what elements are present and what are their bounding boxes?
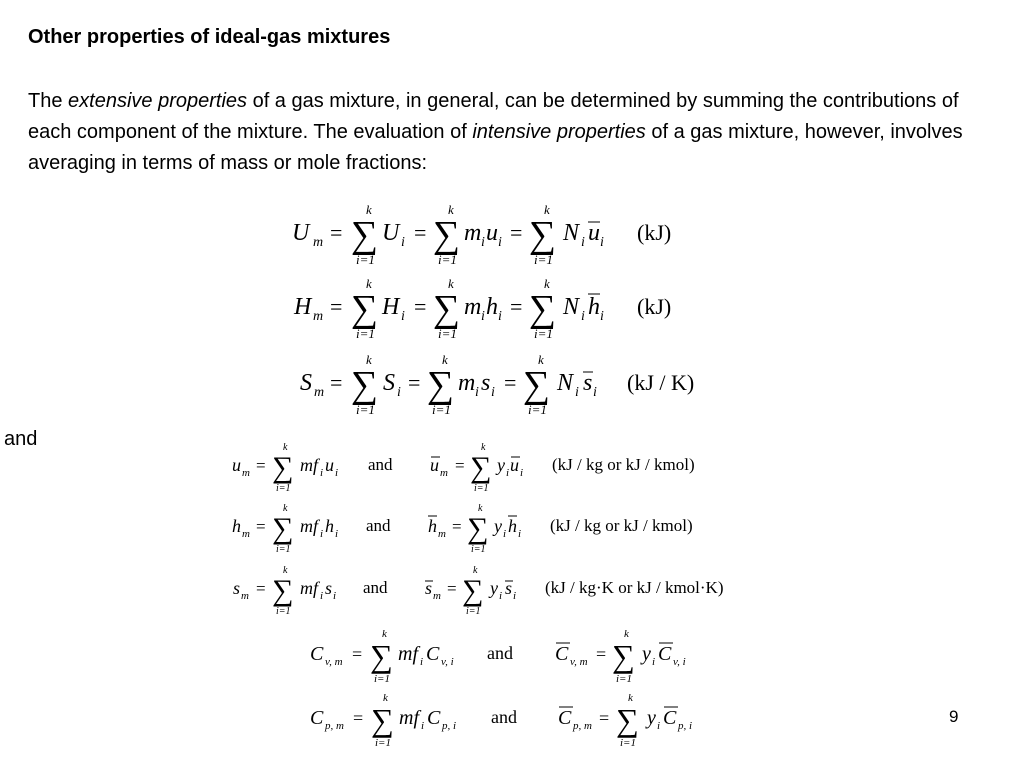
intro-text-3: of a gas mixture, however, involves averaging in terms of mass or mole fractions: (28, 121, 963, 174)
eq-y-sub: i (499, 590, 503, 602)
sum-icon: ∑ (462, 574, 484, 607)
equals-sign: = (414, 294, 427, 319)
equals-sign: = (599, 708, 610, 728)
eq-term-sub: i (475, 385, 479, 400)
eq-var: C (426, 643, 440, 665)
eq-lhs-sub: m (314, 385, 325, 400)
sum-upper: k (538, 352, 544, 367)
sum-lower: i=1 (276, 483, 291, 494)
sum-lower: i=1 (474, 483, 489, 494)
eq-rhs-sub: m (433, 590, 441, 602)
eq-rvar-sub: p, i (678, 720, 693, 732)
eq-var-sub: i (333, 590, 337, 602)
eq-term: u (486, 220, 498, 246)
equals-sign: = (256, 579, 266, 598)
eq-term: U (382, 220, 400, 246)
equals-sign: = (414, 220, 427, 245)
eq-rhs: C (555, 643, 569, 665)
sum-upper: k (366, 352, 372, 367)
eq-var-sub: i (335, 467, 339, 479)
eq-mf-sub: i (320, 528, 324, 540)
equals-sign: = (452, 517, 462, 536)
sum-lower: i=1 (356, 326, 375, 341)
sum-lower: i=1 (356, 402, 375, 417)
equals-sign: = (455, 456, 465, 475)
eq-y-sub: i (503, 528, 507, 540)
eq-term: m (464, 220, 482, 246)
eq-term: h (588, 294, 600, 320)
sum-lower: i=1 (375, 737, 391, 749)
intro-emphasis-intensive: intensive properties (472, 121, 646, 143)
sum-lower: i=1 (276, 544, 291, 555)
eq-term: h (486, 294, 498, 320)
eq-rhs-sub: p, m (573, 720, 592, 732)
and-connector: and (4, 428, 38, 450)
equals-sign: = (353, 708, 364, 728)
eq-lhs: S (300, 370, 312, 396)
eq-rvar-sub: i (513, 590, 517, 602)
eq-y: y (647, 707, 656, 729)
sum-icon: ∑ (467, 512, 489, 545)
eq-term: s (481, 370, 491, 396)
eq-rvar-sub: i (520, 467, 524, 479)
eq-mf: mf (300, 455, 318, 475)
eq-unit: (kJ / kg·K or kJ / kmol·K) (545, 578, 724, 597)
eq-mf: mf (398, 643, 418, 665)
eq-unit: (kJ) (637, 220, 672, 245)
eq-term: N (563, 294, 580, 320)
eq-rhs: C (558, 707, 572, 729)
sum-lower: i=1 (466, 606, 481, 617)
eq-var: h (325, 516, 334, 536)
eq-mf-sub: i (320, 467, 324, 479)
sum-icon: ∑ (612, 638, 635, 674)
eq-term-sub: i (581, 309, 585, 324)
eq-term: H (382, 294, 400, 320)
eq-rhs: s (425, 578, 433, 598)
eq-rvar: C (663, 707, 677, 729)
eq-rvar: C (658, 643, 672, 665)
sum-lower: i=1 (438, 252, 457, 267)
equation-cp (310, 692, 692, 749)
eq-var: C (427, 707, 441, 729)
eq-term: S (383, 370, 395, 396)
equals-sign: = (447, 579, 457, 598)
eq-term-sub: i (498, 309, 502, 324)
eq-rvar-sub: v, i (673, 656, 686, 668)
eq-mf-sub: i (421, 720, 425, 732)
eq-rhs-sub: v, m (570, 656, 588, 668)
eq-rvar: h (508, 516, 517, 536)
and-word: and (368, 455, 393, 474)
eq-var-sub: p, i (442, 720, 457, 732)
sum-upper: k (544, 202, 550, 217)
eq-lhs: U (292, 220, 310, 246)
eq-term-sub: i (593, 385, 597, 400)
and-word: and (363, 578, 388, 597)
eq-lhs: H (294, 294, 312, 320)
sum-icon: ∑ (351, 288, 379, 330)
sum-icon: ∑ (523, 364, 551, 406)
and-word: and (366, 516, 391, 535)
eq-term: s (583, 370, 593, 396)
eq-term-sub: i (401, 309, 405, 324)
eq-term: N (563, 220, 580, 246)
sum-lower: i=1 (616, 673, 632, 685)
eq-unit: (kJ / kg or kJ / kmol) (552, 455, 695, 474)
sum-upper: k (366, 202, 372, 217)
equals-sign: = (408, 370, 421, 395)
eq-term: N (557, 370, 574, 396)
sum-lower: i=1 (432, 402, 451, 417)
eq-term-sub: i (481, 235, 485, 250)
eq-rhs-sub: m (438, 528, 446, 540)
sum-upper: k (382, 628, 387, 640)
equation-cv (310, 628, 686, 685)
and-word: and (487, 643, 513, 663)
eq-y-sub: i (506, 467, 510, 479)
sum-lower: i=1 (528, 402, 547, 417)
eq-term-sub: i (491, 385, 495, 400)
eq-lhs-sub: m (242, 528, 250, 540)
sum-upper: k (283, 565, 288, 576)
eq-term-sub: i (581, 235, 585, 250)
sum-lower: i=1 (356, 252, 375, 267)
eq-mf: mf (300, 516, 318, 536)
sum-lower: i=1 (534, 252, 553, 267)
eq-rhs: h (428, 516, 437, 536)
sum-icon: ∑ (470, 451, 492, 484)
intro-text-2: of a gas mixture, in general, can be determined by summing the contributions of each component of the mixture. The evaluation of (28, 90, 959, 143)
equals-sign: = (510, 220, 523, 245)
sum-icon: ∑ (529, 214, 557, 256)
eq-term-sub: i (498, 235, 502, 250)
sum-icon: ∑ (272, 451, 294, 484)
intro-emphasis-extensive: extensive properties (68, 90, 248, 112)
eq-term-sub: i (575, 385, 579, 400)
sum-icon: ∑ (351, 364, 379, 406)
page-number: 9 (949, 707, 959, 726)
eq-lhs: h (232, 516, 241, 536)
eq-lhs-sub: v, m (325, 656, 343, 668)
equals-sign: = (330, 370, 343, 395)
eq-term-sub: i (397, 385, 401, 400)
sum-upper: k (383, 692, 388, 704)
sum-icon: ∑ (427, 364, 455, 406)
sum-upper: k (283, 503, 288, 514)
eq-y: y (490, 578, 498, 598)
equals-sign: = (256, 456, 266, 475)
sum-upper: k (442, 352, 448, 367)
eq-lhs: C (310, 643, 324, 665)
eq-y-sub: i (657, 720, 661, 732)
sum-lower: i=1 (534, 326, 553, 341)
eq-mf-sub: i (420, 656, 424, 668)
eq-term-sub: i (481, 309, 485, 324)
eq-lhs: u (232, 455, 241, 475)
eq-lhs: s (233, 578, 241, 598)
eq-term: u (588, 220, 600, 246)
sum-upper: k (283, 442, 288, 453)
eq-y-sub: i (652, 656, 656, 668)
slide-title: Other properties of ideal-gas mixtures (28, 26, 391, 48)
sum-upper: k (624, 628, 629, 640)
sum-upper: k (366, 276, 372, 291)
eq-var: s (325, 578, 333, 598)
eq-unit: (kJ / K) (627, 370, 695, 395)
eq-term: m (458, 370, 476, 396)
eq-lhs-sub: p, m (325, 720, 344, 732)
sum-icon: ∑ (370, 638, 393, 674)
sum-icon: ∑ (272, 574, 294, 607)
equals-sign: = (330, 294, 343, 319)
eq-term: m (464, 294, 482, 320)
sum-icon: ∑ (616, 702, 639, 738)
and-word: and (491, 707, 517, 727)
intro-text-1: The (28, 90, 69, 112)
equals-sign: = (352, 644, 363, 664)
equals-sign: = (510, 294, 523, 319)
sum-lower: i=1 (374, 673, 390, 685)
eq-lhs-sub: m (242, 467, 250, 479)
eq-y: y (642, 643, 651, 665)
equals-sign: = (330, 220, 343, 245)
sum-upper: k (448, 202, 454, 217)
sum-icon: ∑ (529, 288, 557, 330)
sum-upper: k (473, 565, 478, 576)
sum-icon: ∑ (272, 512, 294, 545)
eq-mf: mf (300, 578, 318, 598)
eq-var-sub: v, i (441, 656, 454, 668)
equals-sign: = (256, 517, 266, 536)
sum-icon: ∑ (371, 702, 394, 738)
eq-rhs-sub: m (440, 467, 448, 479)
sum-upper: k (544, 276, 550, 291)
sum-upper: k (481, 442, 486, 453)
sum-lower: i=1 (276, 606, 291, 617)
eq-var-sub: i (335, 528, 339, 540)
eq-y: y (497, 455, 505, 475)
sum-lower: i=1 (471, 544, 486, 555)
eq-rvar-sub: i (518, 528, 522, 540)
equals-sign: = (596, 644, 607, 664)
eq-rvar: u (510, 455, 519, 475)
eq-lhs: C (310, 707, 324, 729)
eq-unit: (kJ / kg or kJ / kmol) (550, 516, 693, 535)
sum-upper: k (448, 276, 454, 291)
sum-icon: ∑ (433, 288, 461, 330)
sum-icon: ∑ (351, 214, 379, 256)
eq-y: y (494, 516, 502, 536)
eq-rhs: u (430, 455, 439, 475)
sum-lower: i=1 (438, 326, 457, 341)
sum-upper: k (628, 692, 633, 704)
equals-sign: = (504, 370, 517, 395)
eq-mf-sub: i (320, 590, 324, 602)
eq-unit: (kJ) (637, 294, 672, 319)
sum-upper: k (478, 503, 483, 514)
eq-lhs-sub: m (241, 590, 249, 602)
eq-var: u (325, 455, 334, 475)
eq-term-sub: i (401, 235, 405, 250)
sum-icon: ∑ (433, 214, 461, 256)
eq-mf: mf (399, 707, 419, 729)
eq-term-sub: i (600, 235, 604, 250)
eq-rvar: s (505, 578, 513, 598)
sum-lower: i=1 (620, 737, 636, 749)
eq-lhs-sub: m (313, 309, 324, 324)
eq-term-sub: i (600, 309, 604, 324)
eq-lhs-sub: m (313, 235, 324, 250)
